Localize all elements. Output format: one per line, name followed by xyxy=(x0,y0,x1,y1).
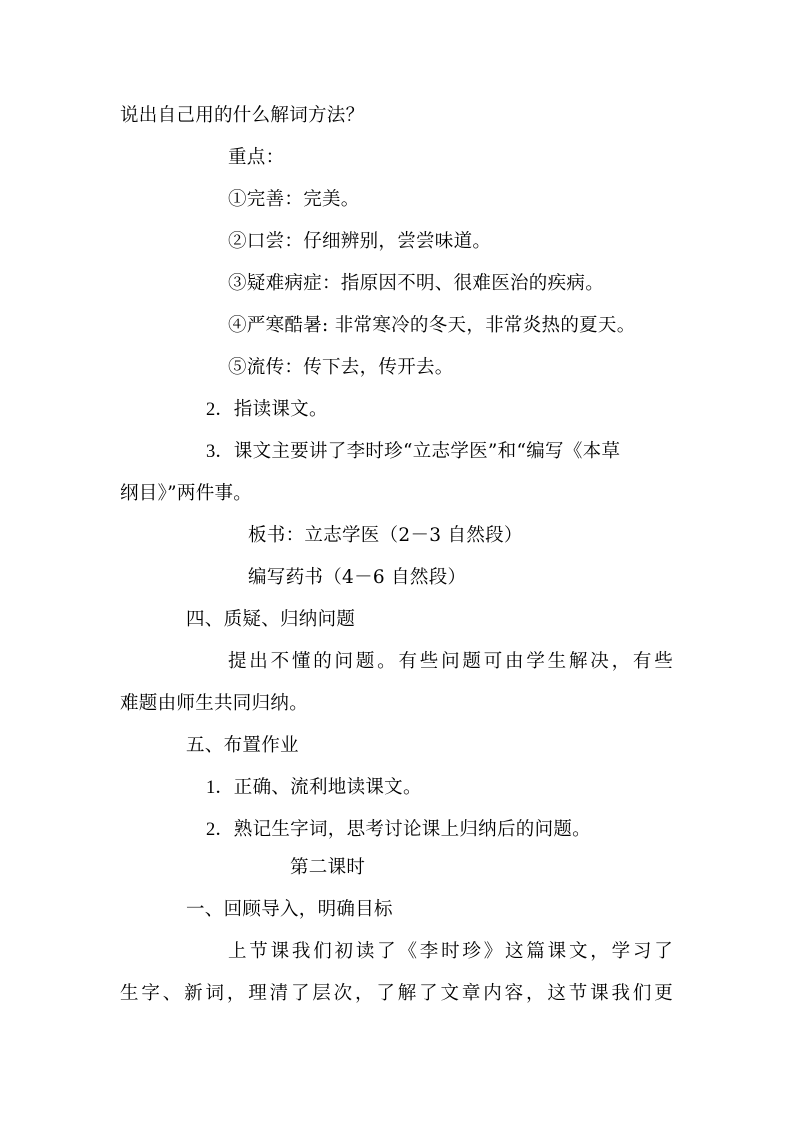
homework-item-1-number: 1． xyxy=(206,778,234,798)
intro-line: 说出自己用的什么解词方法？ xyxy=(120,105,365,126)
blackboard-line-1 xyxy=(248,524,523,548)
key-point-item: ⑤流传：传下去，传开去。 xyxy=(228,357,454,378)
step-3-text-line-1: 课文主要讲了李时珍“立志学医”和“编写《本草 xyxy=(233,441,621,462)
blackboard-label: 板书： xyxy=(248,525,305,546)
lesson-2-title: 第二课时 xyxy=(290,857,366,878)
step-3-text-line-2: 纲目》”两件事。 xyxy=(120,483,253,504)
key-point-item: ②口尝：仔细辨别，尝尝味道。 xyxy=(228,231,492,252)
section-4-heading: 四、质疑、归纳问题 xyxy=(186,609,356,630)
section-5-heading: 五、布置作业 xyxy=(186,735,299,756)
homework-item-2-number: 2． xyxy=(206,820,234,840)
step-3 xyxy=(206,440,620,464)
key-point-item: ③疑难病症：指原因不明、很难医治的疾病。 xyxy=(228,273,605,294)
homework-item-1-text: 正确、流利地读课文。 xyxy=(233,777,422,798)
blackboard-item-1: 立志学医（2－3 自然段） xyxy=(304,525,523,546)
section-4-para-line-2: 难题由师生共同归纳。 xyxy=(120,693,309,714)
step-2 xyxy=(206,398,328,422)
key-points-heading: 重点： xyxy=(228,147,285,168)
section-4-para-line-1: 提出不懂的问题。有些问题可由学生解决，有些 xyxy=(228,651,673,672)
step-2-number: 2． xyxy=(206,400,234,420)
step-3-number: 3． xyxy=(206,442,234,462)
step-2-text: 指读课文。 xyxy=(233,399,328,420)
blackboard-item-2: 编写药书（4－6 自然段） xyxy=(248,567,467,588)
homework-item-2-text: 熟记生字词，思考讨论课上归纳后的问题。 xyxy=(233,819,591,840)
homework-item-1 xyxy=(206,776,422,800)
key-point-item: ④严寒酷暑: 非常寒冷的冬天，非常炎热的夏天。 xyxy=(228,315,636,336)
key-point-item: ①完善：完美。 xyxy=(228,189,360,210)
lesson-2-para-line-2: 生字、新词，理清了层次，了解了文章内容，这节课我们更 xyxy=(120,983,673,1004)
lesson-2-para-line-1: 上节课我们初读了《李时珍》这篇课文，学习了 xyxy=(228,941,673,962)
lesson-2-section-1-heading: 一、回顾导入，明确目标 xyxy=(186,899,393,920)
homework-item-2 xyxy=(206,818,591,842)
